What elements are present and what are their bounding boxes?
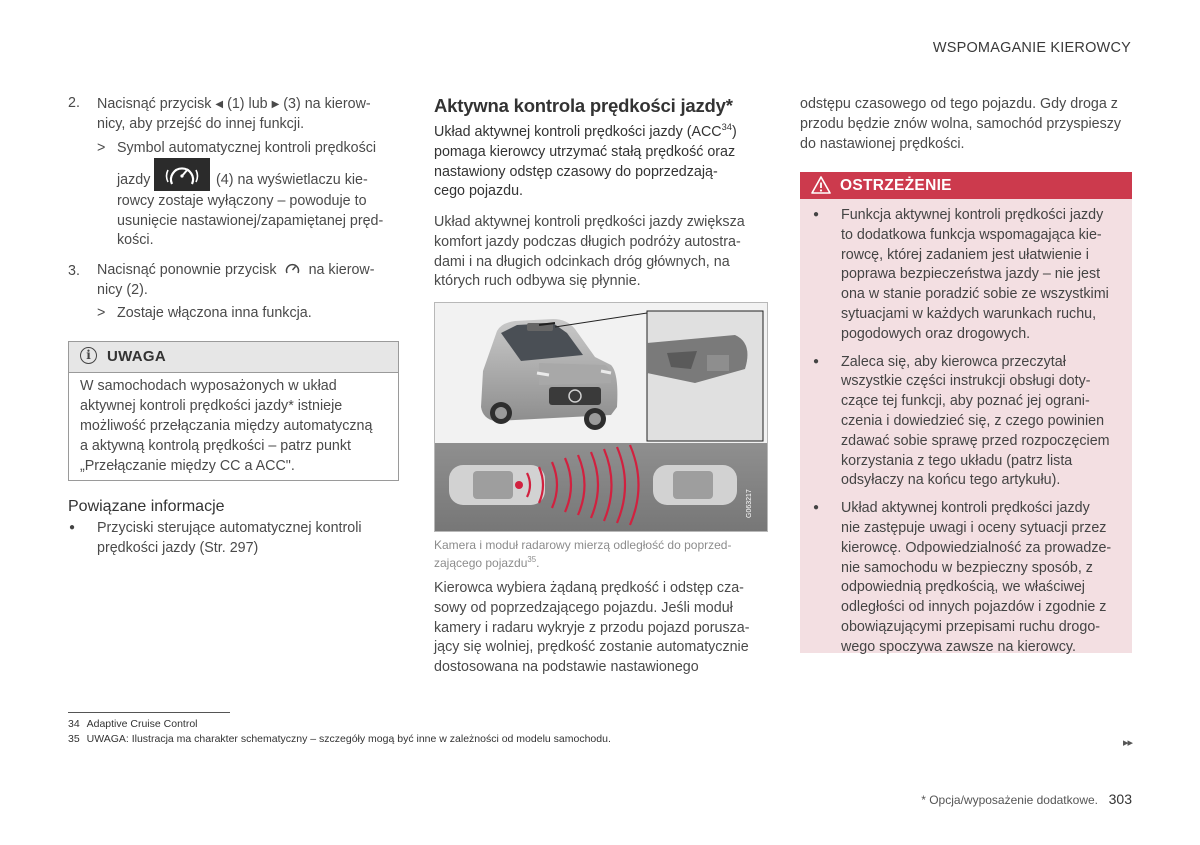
- warning-line: wszystkie części instrukcji obsługi doty-: [841, 373, 1091, 390]
- paragraph-line: Układ aktywnej kontroli prędkości jazdy zwiększa: [434, 214, 745, 230]
- lead-line: nastawiony odstęp czasowy do poprzedzają-: [434, 163, 718, 180]
- warning-line: to dodatkowa funkcja wspomagająca kie-: [841, 226, 1102, 243]
- paragraph-line: kamery i radaru wykryje z przodu pojazd porusza-: [434, 619, 750, 636]
- car-front-view: [481, 319, 617, 430]
- footnote-number: 34: [68, 718, 80, 730]
- step-number: 3.: [68, 263, 80, 279]
- intro-paragraph: [434, 213, 769, 292]
- option-footnote: * Opcja/wyposażenie dodatkowe.: [921, 793, 1098, 807]
- paragraph-line: do nastawionej prędkości.: [800, 135, 965, 152]
- warning-header: [800, 172, 1132, 199]
- result-line: rowcy zostaje wyłączony – powoduje to: [117, 192, 367, 209]
- step-2: [97, 95, 402, 135]
- footnote-34: [68, 718, 198, 730]
- footnote-35: [68, 733, 611, 745]
- step-2-text-c: (3) na kierow-: [283, 96, 371, 112]
- warning-line: sytuacjami w każdych warunkach ruchu,: [841, 305, 1097, 322]
- chapter-header: WSPOMAGANIE KIEROWCY: [932, 40, 1131, 56]
- note-line: aktywnej kontroli prędkości jazdy* istnieje: [80, 398, 343, 414]
- step-3-result: Zostaje włączona inna funkcja.: [117, 305, 312, 321]
- related-link-line: Przyciski sterujące automatycznej kontroli: [97, 520, 362, 536]
- warning-line: rowcę, której zadaniem jest ułatwienie i: [841, 246, 1089, 263]
- warning-line: zdawać sobie sprawę przed rozpoczęciem: [841, 432, 1110, 449]
- warning-line: czące tej funkcji, aby poznać jej ograni-: [841, 393, 1090, 410]
- step-2-text-a: Nacisnąć przycisk: [97, 96, 212, 112]
- result-text-4: (4) na wyświetlaczu kie-: [216, 171, 368, 188]
- page-number: 303: [1108, 791, 1132, 807]
- acc-button-icon: [281, 261, 305, 281]
- caption-line: Kamera i moduł radarowy mierzą odległość do poprzed-: [434, 538, 732, 552]
- paragraph-line: odstępu czasowego od tego pojazdu. Gdy droga z: [800, 96, 1118, 112]
- paragraph-line: których ruch odbywa się płynnie.: [434, 273, 641, 290]
- warning-line: kierowcę. Odpowiedzialność za prowadze-: [841, 539, 1112, 556]
- warning-line: odsyłaczy na końcu tego artykułu).: [841, 472, 1061, 489]
- result-marker: >: [97, 140, 106, 156]
- warning-line: poprawa bezpieczeństwa jazdy – nie jest: [841, 266, 1101, 283]
- paragraph-line: komfort jazdy podczas długich podróży autostra-: [434, 233, 741, 250]
- lead-line: Układ aktywnej kontroli prędkości jazdy (ACC: [434, 124, 722, 140]
- warning-line: Układ aktywnej kontroli prędkości jazdy: [841, 500, 1090, 517]
- related-link[interactable]: [97, 519, 397, 559]
- warning-line: pogodowych oraz drogowych.: [841, 325, 1031, 342]
- note-line: „Przełączanie między CC a ACC".: [80, 458, 295, 474]
- bullet-icon: ●: [813, 502, 820, 514]
- footnote-text: Adaptive Cruise Control: [86, 718, 198, 730]
- warning-title: OSTRZEŻENIE: [840, 177, 952, 194]
- paragraph-line: dami i na długich odcinkach dróg głównych, na: [434, 253, 730, 270]
- related-link-line: prędkości jazdy (Str. 297): [97, 539, 259, 556]
- result-line: kości.: [117, 232, 154, 249]
- caption-end: .: [536, 556, 540, 570]
- step-2-line-2: nicy, aby przejść do innej funkcji.: [97, 115, 305, 132]
- triangle-left-icon: ◀: [215, 99, 224, 110]
- continue-arrows-icon: ▸▸: [1122, 737, 1132, 749]
- footnote-number: 35: [68, 733, 80, 745]
- warning-item: [841, 206, 1131, 345]
- paragraph-line: Kierowca wybiera żądaną prędkość i odstęp cza-: [434, 580, 744, 596]
- section-title: Aktywna kontrola prędkości jazdy*: [434, 95, 733, 116]
- lead-line: cego pojazdu.: [434, 183, 524, 200]
- warning-line: nie zastępuje uwagi i oceny sytuacji przez: [841, 519, 1107, 536]
- step-2-result: [117, 139, 402, 251]
- result-text-jazdy: jazdy: [117, 171, 151, 188]
- lead-line: pomaga kierowcy utrzymać stałą prędkość oraz: [434, 143, 736, 160]
- continued-paragraph: [800, 95, 1135, 154]
- step-2-text-b: (1) lub: [227, 96, 268, 112]
- result-line: usunięcie nastawionej/zapamiętanej pręd-: [117, 212, 384, 229]
- caption-line: zającego pojazdu: [434, 556, 528, 570]
- step-number: 2.: [68, 95, 80, 111]
- figure-caption: [434, 536, 769, 572]
- callout-line: [555, 313, 647, 327]
- warning-line: odległości od innych pojazdów i zgodnie z: [841, 599, 1107, 616]
- warning-line: Funkcja aktywnej kontroli prędkości jazdy: [841, 207, 1104, 223]
- note-line: W samochodach wyposażonych w układ: [80, 378, 337, 394]
- triangle-right-icon: ▶: [271, 99, 280, 110]
- figure-code: G063217: [746, 489, 753, 518]
- note-header: [69, 342, 398, 373]
- note-title: UWAGA: [107, 348, 166, 365]
- note-line: a aktywną kontrolą prędkości – patrz punkt: [80, 438, 351, 454]
- paragraph-line: dostosowana na podstawie nastawionego: [434, 659, 699, 676]
- footnote-ref: 35: [527, 555, 537, 564]
- camera-inset: [647, 311, 763, 441]
- footnote-ref: 34: [721, 122, 732, 133]
- related-title: Powiązane informacje: [68, 498, 225, 515]
- footnote-divider: [68, 712, 230, 713]
- paragraph-line: jący się wolniej, prędkość zostanie automatycznie: [434, 639, 749, 656]
- warning-line: odpowiednią prędkością, we właściwej: [841, 579, 1085, 596]
- warning-triangle-icon: [811, 176, 831, 194]
- footnote-text: UWAGA: Ilustracja ma charakter schematyczny – szczegóły mogą być inne w zależności od modelu samochodu.: [86, 733, 611, 745]
- step-3-text-a: Nacisnąć ponownie przycisk: [97, 262, 277, 278]
- step-3: [97, 261, 402, 301]
- acc-display-symbol-icon: [154, 158, 210, 191]
- warning-line: Zaleca się, aby kierowca przeczytał: [841, 353, 1066, 370]
- note-body: [69, 373, 398, 476]
- step-3-text-b: na kierow-: [308, 262, 375, 278]
- acc-illustration: [434, 302, 768, 532]
- bullet-icon: ●: [813, 355, 820, 367]
- bullet-icon: ●: [69, 522, 76, 533]
- bullet-icon: ●: [813, 209, 820, 220]
- paragraph-line: sowy od poprzedzającego pojazdu. Jeśli moduł: [434, 599, 733, 616]
- warning-line: ona w stanie poradzić sobie ze wszystkimi: [841, 286, 1109, 303]
- paragraph-line: przodu będzie znów wolna, samochód przyspieszy: [800, 115, 1122, 132]
- warning-line: nie samochodu w bezpieczny sposób, z: [841, 559, 1093, 576]
- info-icon: i: [80, 347, 97, 364]
- warning-line: czenia i dowiedzieć się, z czego powinien: [841, 412, 1105, 429]
- lead-paragraph: [434, 123, 769, 202]
- lead-line-end: ): [731, 124, 737, 140]
- vehicle-ahead-top-view: [653, 465, 737, 505]
- result-marker: >: [97, 305, 106, 321]
- warning-item: [841, 499, 1131, 657]
- body-paragraph: [434, 579, 769, 678]
- step-3-line-2: nicy (2).: [97, 281, 148, 298]
- note-box: [68, 341, 399, 481]
- warning-line: obowiązującymi przepisami ruchu drogo-: [841, 618, 1101, 635]
- warning-item: [841, 353, 1131, 492]
- warning-line: korzystania z tego układu (patrz lista: [841, 452, 1073, 469]
- warning-line: wego spoczywa zawsze na kierowcy.: [841, 638, 1076, 655]
- warning-box: [800, 172, 1132, 653]
- note-line: możliwość przełączania między automatyczną: [80, 418, 373, 434]
- result-line: Symbol automatycznej kontroli prędkości: [117, 140, 377, 156]
